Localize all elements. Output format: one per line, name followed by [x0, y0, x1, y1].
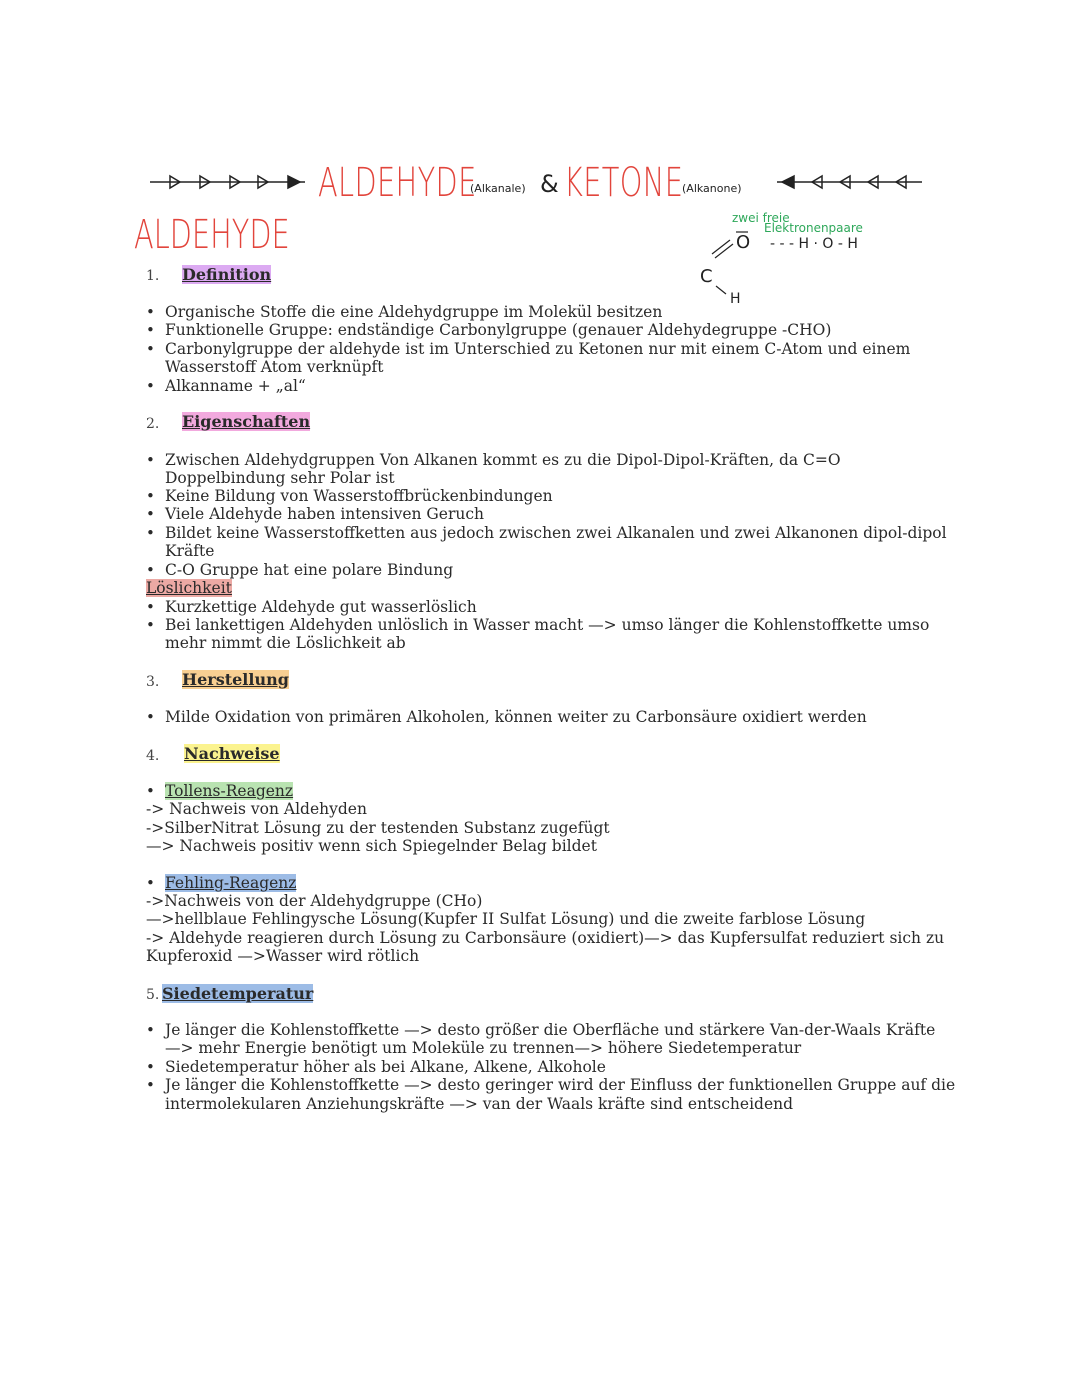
eigenschaften-bullet-4: Bildet keine Wasserstoffketten aus jedoch zwischen zwei Alkanalen und zwei Alkanonen dipol-dipol	[165, 524, 947, 542]
subheading-fehling: Fehling-Reagenz	[165, 874, 297, 892]
bullet-icon: •	[146, 303, 155, 321]
bullet-icon: •	[146, 1058, 155, 1076]
bullet-icon: •	[146, 561, 155, 579]
definition-bullet-2: Funktionelle Gruppe: endständige Carbonylgruppe (genauer Aldehydegruppe -CHO)	[165, 321, 832, 339]
eigenschaften-bullet-5: C-O Gruppe hat eine polare Bindung	[165, 561, 454, 579]
siede-bullet-3: Je länger die Kohlenstoffkette —> desto geringer wird der Einfluss der funktionellen Gruppe auf die	[165, 1076, 956, 1094]
subheading-loeslichkeit: Löslichkeit	[146, 579, 232, 597]
eigenschaften-bullet-3: Viele Aldehyde haben intensiven Geruch	[165, 505, 485, 523]
title-ketone-sub: (Alkanone)	[682, 182, 742, 195]
molecule-oxygen: O	[736, 232, 751, 253]
arrow-decoration-right-icon	[772, 172, 932, 192]
bullet-icon: •	[146, 524, 155, 542]
bullet-icon: •	[146, 616, 155, 634]
section-number: 3.	[146, 674, 160, 690]
siede-bullet-3-cont: intermolekularen Anziehungskräfte —> van der Waals kräfte sind entscheidend	[165, 1095, 794, 1113]
section-title-herstellung: Herstellung	[182, 670, 289, 689]
section-title-eigenschaften: Eigenschaften	[182, 412, 311, 431]
definition-bullet-1: Organische Stoffe die eine Aldehydgruppe im Molekül besitzen	[165, 303, 663, 321]
bullet-icon: •	[146, 874, 155, 892]
bullet-icon: •	[146, 1021, 155, 1039]
section-title-siedetemperatur: Siedetemperatur	[162, 984, 314, 1003]
fehling-line-4: Kupferoxid —>Wasser wird rötlich	[146, 947, 420, 965]
loeslichkeit-bullet-1: Kurzkettige Aldehyde gut wasserlöslich	[165, 598, 477, 616]
bullet-icon: •	[146, 782, 155, 800]
section-number: 2.	[146, 416, 160, 432]
section-heading-aldehyde: ALDEHYDE	[134, 212, 290, 258]
definition-bullet-3: Carbonylgruppe der aldehyde ist im Unterschied zu Ketonen nur mit einem C-Atom und einem	[165, 340, 911, 358]
section-title-definition: Definition	[182, 265, 272, 284]
eigenschaften-bullet-1-cont: Doppelbindung sehr Polar ist	[165, 469, 395, 487]
molecule-water: - - - H · O - H	[770, 236, 858, 252]
subheading-tollens: Tollens-Reagenz	[165, 782, 294, 800]
arrow-decoration-left-icon	[150, 172, 310, 192]
siede-bullet-1-cont: —> mehr Energie benötigt um Moleküle zu trennen—> höhere Siedetemperatur	[165, 1039, 802, 1057]
loeslichkeit-bullet-2-cont: mehr nimmt die Löslichkeit ab	[165, 634, 406, 652]
title-row	[150, 158, 930, 208]
tollens-line-2: ->SilberNitrat Lösung zu der testenden Substanz zugefügt	[146, 819, 610, 837]
molecule-note-line2: Elektronenpaare	[764, 221, 863, 235]
definition-bullet-3-cont: Wasserstoff Atom verknüpft	[165, 358, 384, 376]
bullet-icon: •	[146, 708, 155, 726]
bullet-icon: •	[146, 451, 155, 469]
section-number: 5.	[146, 987, 160, 1003]
title-ampersand: &	[540, 170, 559, 198]
definition-bullet-4: Alkanname + „al“	[165, 377, 306, 395]
loeslichkeit-bullet-2: Bei lankettigen Aldehyden unlöslich in Wasser macht —> umso länger die Kohlenstoffkette umso	[165, 616, 930, 634]
tollens-line-3: —> Nachweis positiv wenn sich Spiegelnder Belag bildet	[146, 837, 597, 855]
molecule-hydrogen: H	[730, 291, 741, 307]
fehling-line-2: —>hellblaue Fehlingysche Lösung(Kupfer II Sulfat Lösung) und die zweite farblose Lösung	[146, 910, 866, 928]
tollens-line-1: -> Nachweis von Aldehyden	[146, 800, 367, 818]
eigenschaften-bullet-4-cont: Kräfte	[165, 542, 215, 560]
eigenschaften-bullet-1: Zwischen Aldehydgruppen Von Alkanen kommt es zu die Dipol-Dipol-Kräften, da C=O	[165, 451, 841, 469]
fehling-line-3: -> Aldehyde reagieren durch Lösung zu Carbonsäure (oxidiert)—> das Kupfersulfat reduziert sich zu	[146, 929, 945, 947]
bullet-icon: •	[146, 377, 155, 395]
fehling-line-1: ->Nachweis von der Aldehydgruppe (CHo)	[146, 892, 483, 910]
title-aldehyde-sub: (Alkanale)	[470, 182, 526, 195]
eigenschaften-bullet-2: Keine Bildung von Wasserstoffbrückenbindungen	[165, 487, 553, 505]
siede-bullet-1: Je länger die Kohlenstoffkette —> desto größer die Oberfläche und stärkere Van-der-Waals Kräfte	[165, 1021, 936, 1039]
herstellung-bullet-1: Milde Oxidation von primären Alkoholen, können weiter zu Carbonsäure oxidiert werden	[165, 708, 867, 726]
bullet-icon: •	[146, 321, 155, 339]
molecule-carbon: C	[700, 266, 713, 287]
section-number: 4.	[146, 748, 160, 764]
bullet-icon: •	[146, 487, 155, 505]
title-aldehyde: ALDEHYDE	[318, 160, 477, 206]
bullet-icon: •	[146, 1076, 155, 1094]
bullet-icon: •	[146, 598, 155, 616]
bullet-icon: •	[146, 505, 155, 523]
title-ketone: KETONE	[564, 160, 684, 206]
section-title-nachweise: Nachweise	[184, 744, 280, 763]
molecule-note-line1: zwei freie	[732, 211, 790, 225]
section-number: 1.	[146, 268, 160, 284]
bullet-icon: •	[146, 340, 155, 358]
siede-bullet-2: Siedetemperatur höher als bei Alkane, Alkene, Alkohole	[165, 1058, 606, 1076]
